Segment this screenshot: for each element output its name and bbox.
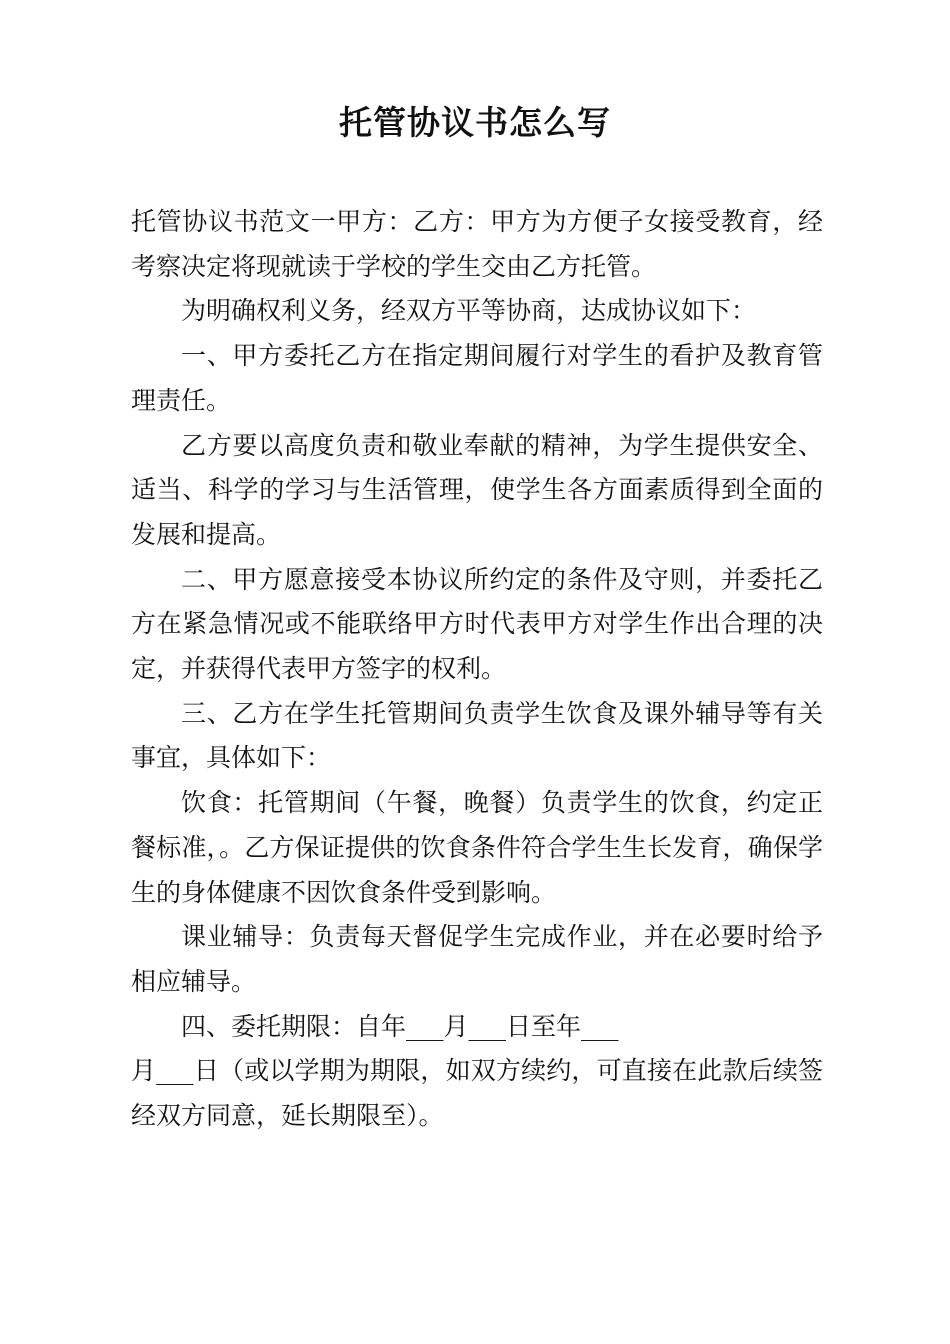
paragraph-clause-1-detail: 乙方要以高度负责和敬业奉献的精神，为学生提供安全、适当、科学的学习与生活管理，使学生各方面素质得到全面的发展和提高。 <box>131 430 823 549</box>
paragraph-intro: 托管协议书范文一甲方：乙方：甲方为方便子女接受教育，经考察决定将现就读于学校的学生交由乙方托管。 <box>131 207 823 281</box>
paragraph-homework: 课业辅导：负责每天督促学生完成作业，并在必要时给予相应辅导。 <box>131 922 823 996</box>
paragraph-clause-3: 三、乙方在学生托管期间负责学生饮食及课外辅导等有关事宜，具体如下： <box>131 698 823 773</box>
paragraph-clause-4-continued: 月___日（或以学期为期限，如双方续约，可直接在此款后续签经双方同意，延长期限至）。 <box>131 1056 823 1131</box>
document-body <box>131 200 823 1139</box>
paragraph-meals: 饮食：托管期间（午餐，晚餐）负责学生的饮食，约定正餐标准，。乙方保证提供的饮食条件符合学生生长发育，确保学生的身体健康不因饮食条件受到影响。 <box>131 788 823 907</box>
paragraph-clause-1: 一、甲方委托乙方在指定期间履行对学生的看护及教育管理责任。 <box>131 341 823 415</box>
document-title: 托管协议书怎么写 <box>339 103 611 142</box>
paragraph-clause-2: 二、甲方愿意接受本协议所约定的条件及守则，并委托乙方在紧急情况或不能联络甲方时代表甲方对学生作出合理的决定，并获得代表甲方签字的权利。 <box>131 564 823 684</box>
paragraph-agreement-lead: 为明确权利义务，经双方平等协商，达成协议如下： <box>181 296 757 326</box>
paragraph-clause-4: 四、委托期限：自年___月___日至年___ <box>181 1011 619 1041</box>
